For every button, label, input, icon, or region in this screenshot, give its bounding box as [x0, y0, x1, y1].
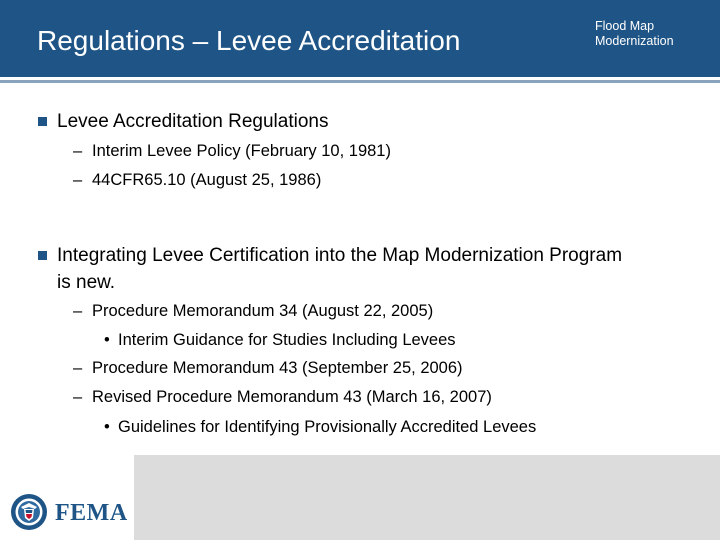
square-bullet-icon [38, 251, 47, 260]
sub-item-text: Revised Procedure Memorandum 43 (March 16, 2007) [92, 388, 492, 406]
dash-marker: – [73, 142, 83, 160]
sub-item-text: Interim Levee Policy (February 10, 1981) [92, 142, 391, 160]
bullet-levee-accreditation-regulations [38, 108, 678, 135]
bullet-text: Integrating Levee Certification into the Map Modernization Program is new. [57, 245, 623, 293]
header-divider [0, 80, 720, 83]
sub-item-text: 44CFR65.10 (August 25, 1986) [92, 171, 322, 189]
bullet-integrating-levee-certification [38, 242, 638, 296]
bullet-text: Levee Accreditation Regulations [57, 111, 329, 132]
dash-marker: – [73, 302, 83, 320]
dash-marker: – [73, 171, 83, 189]
sub-item-text: Procedure Memorandum 34 (August 22, 2005) [92, 302, 434, 320]
fema-logo-text: FEMA [55, 500, 128, 526]
dot-marker: • [104, 418, 110, 436]
footer-gray-band [134, 455, 720, 540]
dash-marker: – [73, 359, 83, 377]
slide-title: Regulations – Levee Accreditation [37, 25, 461, 56]
dot-marker: • [104, 331, 110, 349]
sub-sub-item-text: Guidelines for Identifying Provisionally Accredited Levees [118, 418, 537, 436]
sub-sub-item-guidelines [104, 416, 536, 438]
square-bullet-icon [38, 117, 47, 126]
program-name-line-1: Flood Map [595, 19, 655, 33]
sub-item-text: Procedure Memorandum 43 (September 25, 2006) [92, 359, 463, 377]
sub-item-44cfr [73, 169, 321, 191]
sub-item-interim-levee-policy [73, 140, 391, 162]
slide-footer [0, 455, 720, 540]
sub-sub-item-interim-guidance [104, 329, 456, 351]
program-name-line-2: Modernization [595, 34, 674, 48]
sub-item-pm-43 [73, 357, 463, 379]
dash-marker: – [73, 388, 83, 406]
sub-sub-item-text: Interim Guidance for Studies Including Levees [118, 331, 456, 349]
slide-header [0, 0, 720, 80]
program-name [595, 19, 674, 49]
sub-item-revised-pm-43 [73, 386, 492, 408]
sub-item-pm-34 [73, 300, 433, 322]
dhs-seal-icon [10, 493, 48, 531]
footer-logo-area [0, 455, 134, 540]
